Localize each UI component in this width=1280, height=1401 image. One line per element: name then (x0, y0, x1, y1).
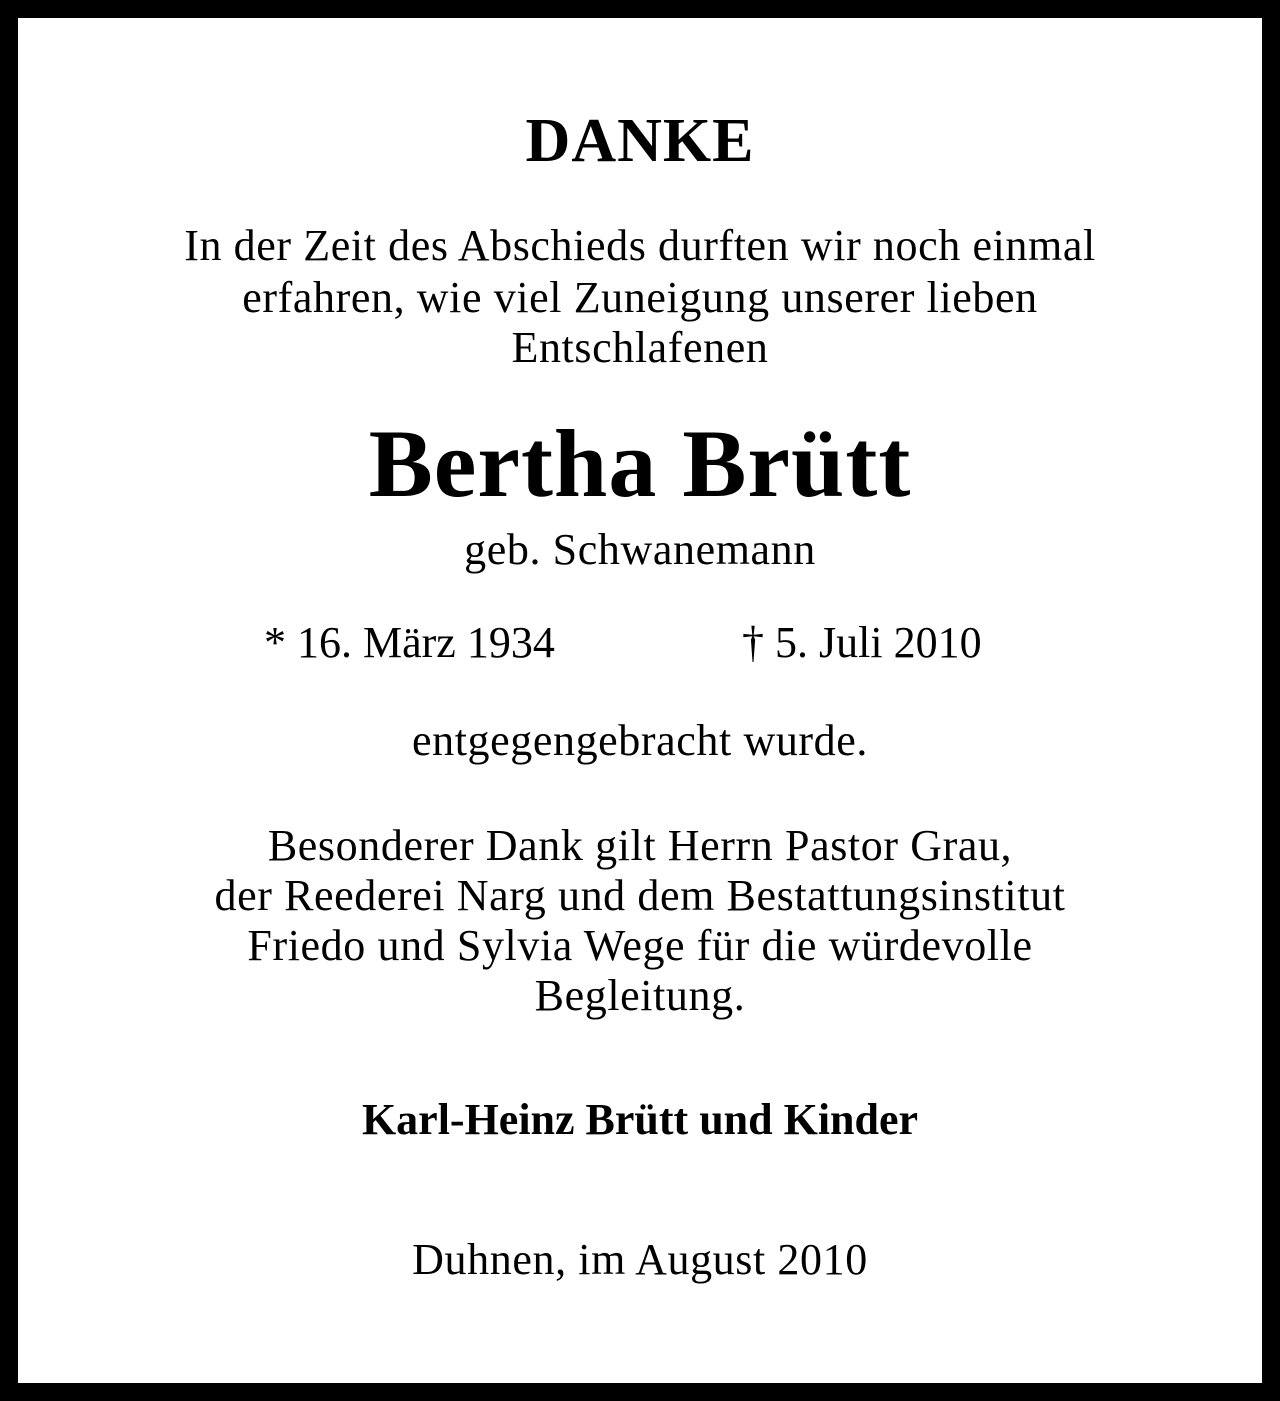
place-date: Duhnen, im August 2010 (412, 1235, 868, 1284)
thanks-line-1: Besonderer Dank gilt Herrn Pastor Grau, (267, 821, 1013, 870)
birth-date: * 16. März 1934 (264, 618, 555, 667)
deceased-name: Bertha Brütt (368, 410, 912, 517)
intro-line-3: Entschlafenen (511, 323, 769, 372)
signer: Karl-Heinz Brütt und Kinder (361, 1095, 919, 1144)
intro-line-2: erfahren, wie viel Zuneigung unserer lieben (242, 273, 1038, 322)
maiden-name: geb. Schwanemann (464, 525, 816, 574)
intro-line-1: In der Zeit des Abschieds durften wir noch einmal (184, 221, 1096, 270)
death-date: † 5. Juli 2010 (742, 618, 982, 667)
thanks-line-2: der Reederei Narg und dem Bestattungsinstitut (214, 871, 1066, 920)
thanks-line-4: Begleitung. (534, 971, 746, 1020)
continuation-text: entgegengebracht wurde. (411, 716, 869, 765)
thanks-line-3: Friedo und Sylvia Wege für die würdevolle (247, 921, 1033, 970)
life-dates (0, 617, 1280, 669)
notice-heading: DANKE (525, 107, 755, 175)
